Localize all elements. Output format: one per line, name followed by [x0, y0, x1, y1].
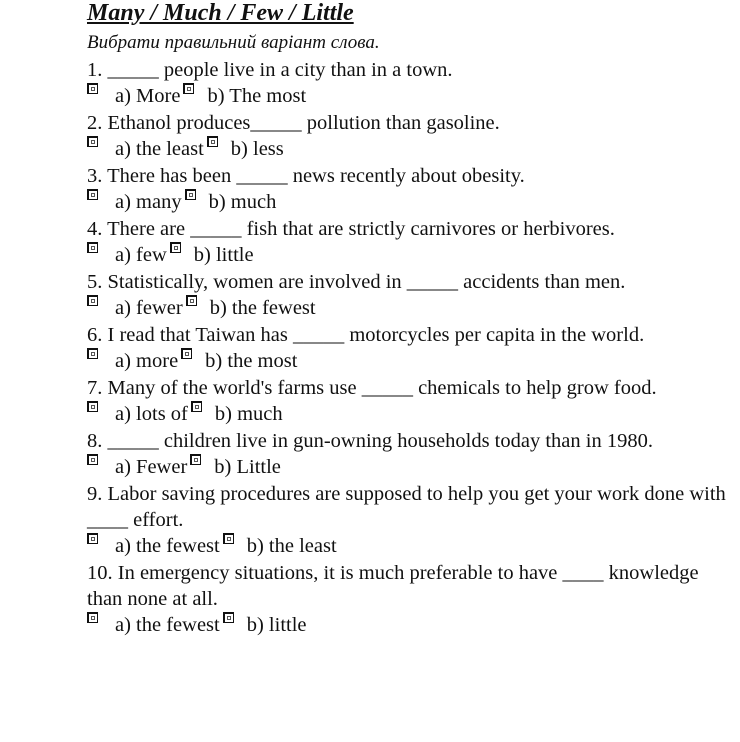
question-2-options: [87, 136, 727, 163]
option-b-label: b) little: [193, 244, 254, 266]
worksheet: [87, 0, 727, 639]
question-8-options: [87, 454, 727, 481]
option-b-label: b) much: [214, 403, 283, 425]
instruction-text: Вибрати правильний варіант слова.: [87, 32, 380, 53]
checkbox-icon[interactable]: [87, 348, 98, 359]
option-a-label: a) more: [115, 350, 179, 372]
option-b-label: b) less: [230, 138, 284, 160]
question-10-text: 10. In emergency situations, it is much preferable to have ____ knowledge than none at all.: [87, 562, 699, 610]
question-3-text: 3. There has been _____ news recently about obesity.: [87, 165, 525, 187]
question-10-options: [87, 612, 727, 639]
question-5-text: 5. Statistically, women are involved in _____ accidents than men.: [87, 271, 626, 293]
question-8-text: 8. _____ children live in gun-owning households today than in 1980.: [87, 430, 653, 452]
question-1-options: [87, 83, 727, 110]
question-5-options: [87, 295, 727, 322]
question-3-options: [87, 189, 727, 216]
checkbox-icon[interactable]: [87, 242, 98, 253]
checkbox-icon[interactable]: [183, 83, 194, 94]
checkbox-icon[interactable]: [87, 401, 98, 412]
checkbox-icon[interactable]: [191, 401, 202, 412]
checkbox-icon[interactable]: [87, 533, 98, 544]
option-a-label: a) Fewer: [115, 456, 188, 478]
option-b-label: b) Little: [214, 456, 281, 478]
checkbox-icon[interactable]: [185, 189, 196, 200]
option-a-label: a) lots of: [115, 403, 188, 425]
option-b-label: b) the least: [246, 535, 337, 557]
checkbox-icon[interactable]: [223, 612, 234, 623]
checkbox-icon[interactable]: [87, 295, 98, 306]
option-b-label: b) the fewest: [209, 297, 316, 319]
option-b-label: b) much: [208, 191, 277, 213]
checkbox-icon[interactable]: [186, 295, 197, 306]
question-7-text: 7. Many of the world's farms use _____ chemicals to help grow food.: [87, 377, 657, 399]
checkbox-icon[interactable]: [207, 136, 218, 147]
checkbox-icon[interactable]: [181, 348, 192, 359]
checkbox-icon[interactable]: [87, 189, 98, 200]
option-a-label: a) many: [115, 191, 182, 213]
checkbox-icon[interactable]: [87, 612, 98, 623]
checkbox-icon[interactable]: [170, 242, 181, 253]
option-a-label: a) few: [115, 244, 167, 266]
question-7-options: [87, 401, 727, 428]
option-b-label: b) the most: [205, 350, 298, 372]
question-6-text: 6. I read that Taiwan has _____ motorcycles per capita in the world.: [87, 324, 645, 346]
question-6-options: [87, 348, 727, 375]
option-a-label: a) the least: [115, 138, 204, 160]
question-1-text: 1. _____ people live in a city than in a town.: [87, 59, 453, 81]
checkbox-icon[interactable]: [87, 83, 98, 94]
option-a-label: a) the fewest: [115, 614, 220, 636]
option-b-label: b) The most: [207, 85, 307, 107]
question-2-text: 2. Ethanol produces_____ pollution than gasoline.: [87, 112, 500, 134]
option-a-label: a) More: [115, 85, 181, 107]
question-9-options: [87, 533, 727, 560]
checkbox-icon[interactable]: [223, 533, 234, 544]
checkbox-icon[interactable]: [87, 136, 98, 147]
checkbox-icon[interactable]: [87, 454, 98, 465]
checkbox-icon[interactable]: [190, 454, 201, 465]
option-b-label: b) little: [246, 614, 307, 636]
option-a-label: a) the fewest: [115, 535, 220, 557]
worksheet-title: Many / Much / Few / Little: [87, 0, 354, 26]
question-4-options: [87, 242, 727, 269]
question-4-text: 4. There are _____ fish that are strictly carnivores or herbivores.: [87, 218, 615, 240]
question-9-text: 9. Labor saving procedures are supposed to help you get your work done with ____ effort.: [87, 483, 726, 531]
option-a-label: a) fewer: [115, 297, 183, 319]
